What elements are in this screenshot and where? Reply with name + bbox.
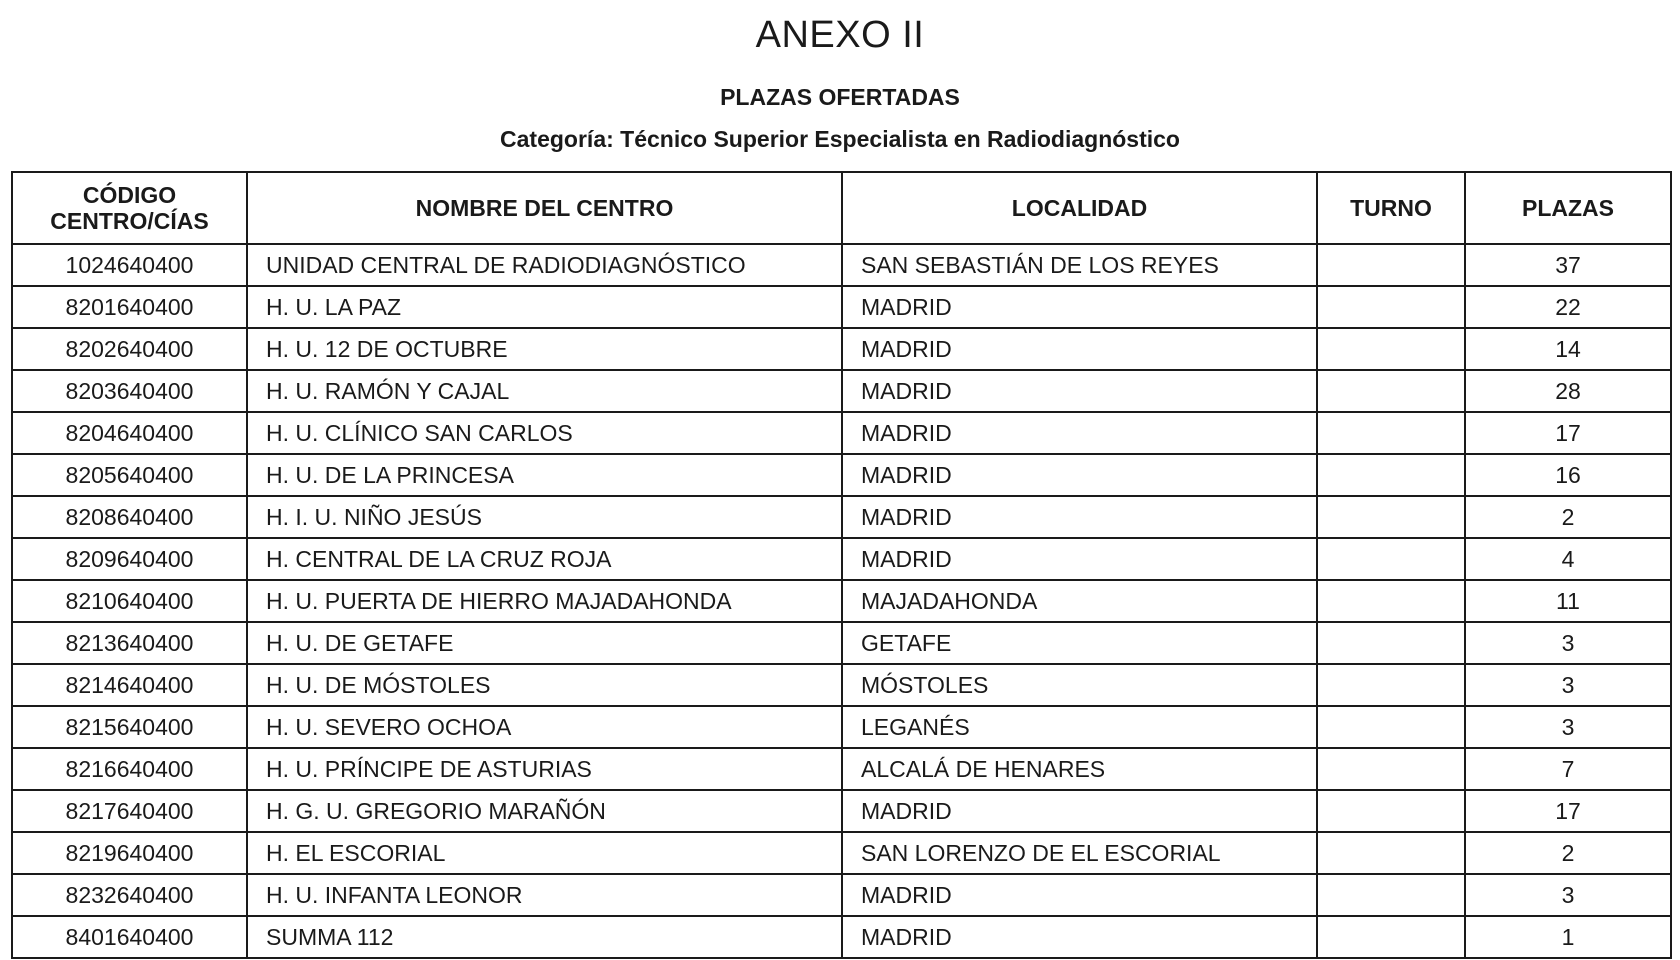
cell-turno [1317, 244, 1465, 286]
cell-plazas: 11 [1465, 580, 1671, 622]
cell-turno [1317, 874, 1465, 916]
cell-localidad: MADRID [842, 790, 1317, 832]
cell-codigo: 8204640400 [12, 412, 247, 454]
table-header-row [12, 172, 1671, 244]
cell-turno [1317, 370, 1465, 412]
header-codigo-line2: CENTRO/CÍAS [50, 208, 209, 234]
header-codigo-line1: CÓDIGO [82, 182, 177, 208]
cell-codigo: 8215640400 [12, 706, 247, 748]
cell-localidad: MADRID [842, 370, 1317, 412]
cell-localidad: MÓSTOLES [842, 664, 1317, 706]
cell-plazas: 28 [1465, 370, 1671, 412]
cell-codigo: 8209640400 [12, 538, 247, 580]
header-codigo [12, 172, 247, 244]
cell-plazas: 37 [1465, 244, 1671, 286]
cell-codigo: 8203640400 [12, 370, 247, 412]
cell-nombre: H. G. U. GREGORIO MARAÑÓN [247, 790, 842, 832]
cell-plazas: 3 [1465, 874, 1671, 916]
cell-turno [1317, 622, 1465, 664]
plazas-table [11, 171, 1672, 959]
cell-turno [1317, 496, 1465, 538]
cell-plazas: 3 [1465, 706, 1671, 748]
table-row [12, 244, 1671, 286]
cell-localidad: SAN LORENZO DE EL ESCORIAL [842, 832, 1317, 874]
table-row [12, 622, 1671, 664]
cell-localidad: MADRID [842, 496, 1317, 538]
cell-plazas: 17 [1465, 412, 1671, 454]
cell-nombre: H. U. DE MÓSTOLES [247, 664, 842, 706]
table-row [12, 748, 1671, 790]
cell-localidad: MADRID [842, 328, 1317, 370]
cell-nombre: H. U. SEVERO OCHOA [247, 706, 842, 748]
cell-codigo: 8217640400 [12, 790, 247, 832]
cell-codigo: 8401640400 [12, 916, 247, 958]
cell-turno [1317, 328, 1465, 370]
cell-nombre: H. U. 12 DE OCTUBRE [247, 328, 842, 370]
cell-turno [1317, 790, 1465, 832]
cell-localidad: LEGANÉS [842, 706, 1317, 748]
cell-nombre: H. U. PUERTA DE HIERRO MAJADAHONDA [247, 580, 842, 622]
table-row [12, 370, 1671, 412]
table-row [12, 580, 1671, 622]
cell-codigo: 8214640400 [12, 664, 247, 706]
cell-plazas: 1 [1465, 916, 1671, 958]
table-row [12, 454, 1671, 496]
cell-plazas: 2 [1465, 832, 1671, 874]
page-subtitle: PLAZAS OFERTADAS [720, 84, 960, 110]
cell-turno [1317, 748, 1465, 790]
cell-plazas: 3 [1465, 622, 1671, 664]
cell-codigo: 1024640400 [12, 244, 247, 286]
cell-turno [1317, 538, 1465, 580]
cell-turno [1317, 706, 1465, 748]
cell-turno [1317, 580, 1465, 622]
cell-nombre: H. EL ESCORIAL [247, 832, 842, 874]
table-row [12, 874, 1671, 916]
cell-codigo: 8205640400 [12, 454, 247, 496]
table-row [12, 496, 1671, 538]
cell-turno [1317, 832, 1465, 874]
cell-localidad: SAN SEBASTIÁN DE LOS REYES [842, 244, 1317, 286]
cell-localidad: GETAFE [842, 622, 1317, 664]
cell-plazas: 17 [1465, 790, 1671, 832]
cell-turno [1317, 664, 1465, 706]
cell-codigo: 8208640400 [12, 496, 247, 538]
header-nombre: NOMBRE DEL CENTRO [247, 172, 842, 244]
cell-nombre: H. I. U. NIÑO JESÚS [247, 496, 842, 538]
cell-nombre: H. U. RAMÓN Y CAJAL [247, 370, 842, 412]
cell-nombre: H. U. LA PAZ [247, 286, 842, 328]
cell-localidad: MADRID [842, 454, 1317, 496]
cell-codigo: 8219640400 [12, 832, 247, 874]
cell-plazas: 14 [1465, 328, 1671, 370]
header-turno: TURNO [1317, 172, 1465, 244]
header-localidad: LOCALIDAD [842, 172, 1317, 244]
cell-codigo: 8216640400 [12, 748, 247, 790]
header-plazas: PLAZAS [1465, 172, 1671, 244]
table-row [12, 790, 1671, 832]
cell-turno [1317, 454, 1465, 496]
cell-nombre: UNIDAD CENTRAL DE RADIODIAGNÓSTICO [247, 244, 842, 286]
table-row [12, 916, 1671, 958]
cell-nombre: SUMMA 112 [247, 916, 842, 958]
cell-localidad: MADRID [842, 916, 1317, 958]
cell-nombre: H. U. INFANTA LEONOR [247, 874, 842, 916]
table-row [12, 832, 1671, 874]
cell-plazas: 4 [1465, 538, 1671, 580]
cell-nombre: H. U. CLÍNICO SAN CARLOS [247, 412, 842, 454]
cell-nombre: H. U. DE LA PRINCESA [247, 454, 842, 496]
cell-plazas: 3 [1465, 664, 1671, 706]
page-title: ANEXO II [755, 14, 925, 56]
table-row [12, 664, 1671, 706]
cell-codigo: 8201640400 [12, 286, 247, 328]
cell-localidad: ALCALÁ DE HENARES [842, 748, 1317, 790]
table-body [12, 244, 1671, 958]
cell-turno [1317, 286, 1465, 328]
cell-localidad: MADRID [842, 538, 1317, 580]
cell-nombre: H. CENTRAL DE LA CRUZ ROJA [247, 538, 842, 580]
cell-plazas: 16 [1465, 454, 1671, 496]
cell-turno [1317, 412, 1465, 454]
cell-nombre: H. U. DE GETAFE [247, 622, 842, 664]
cell-turno [1317, 916, 1465, 958]
category-heading: Categoría: Técnico Superior Especialista en Radiodiagnóstico [500, 126, 1180, 152]
cell-plazas: 22 [1465, 286, 1671, 328]
cell-plazas: 7 [1465, 748, 1671, 790]
table-row [12, 286, 1671, 328]
cell-codigo: 8210640400 [12, 580, 247, 622]
table-row [12, 412, 1671, 454]
table-row [12, 706, 1671, 748]
cell-localidad: MADRID [842, 286, 1317, 328]
cell-plazas: 2 [1465, 496, 1671, 538]
cell-codigo: 8213640400 [12, 622, 247, 664]
cell-nombre: H. U. PRÍNCIPE DE ASTURIAS [247, 748, 842, 790]
table-row [12, 328, 1671, 370]
cell-localidad: MAJADAHONDA [842, 580, 1317, 622]
cell-localidad: MADRID [842, 412, 1317, 454]
table-row [12, 538, 1671, 580]
cell-localidad: MADRID [842, 874, 1317, 916]
cell-codigo: 8232640400 [12, 874, 247, 916]
cell-codigo: 8202640400 [12, 328, 247, 370]
